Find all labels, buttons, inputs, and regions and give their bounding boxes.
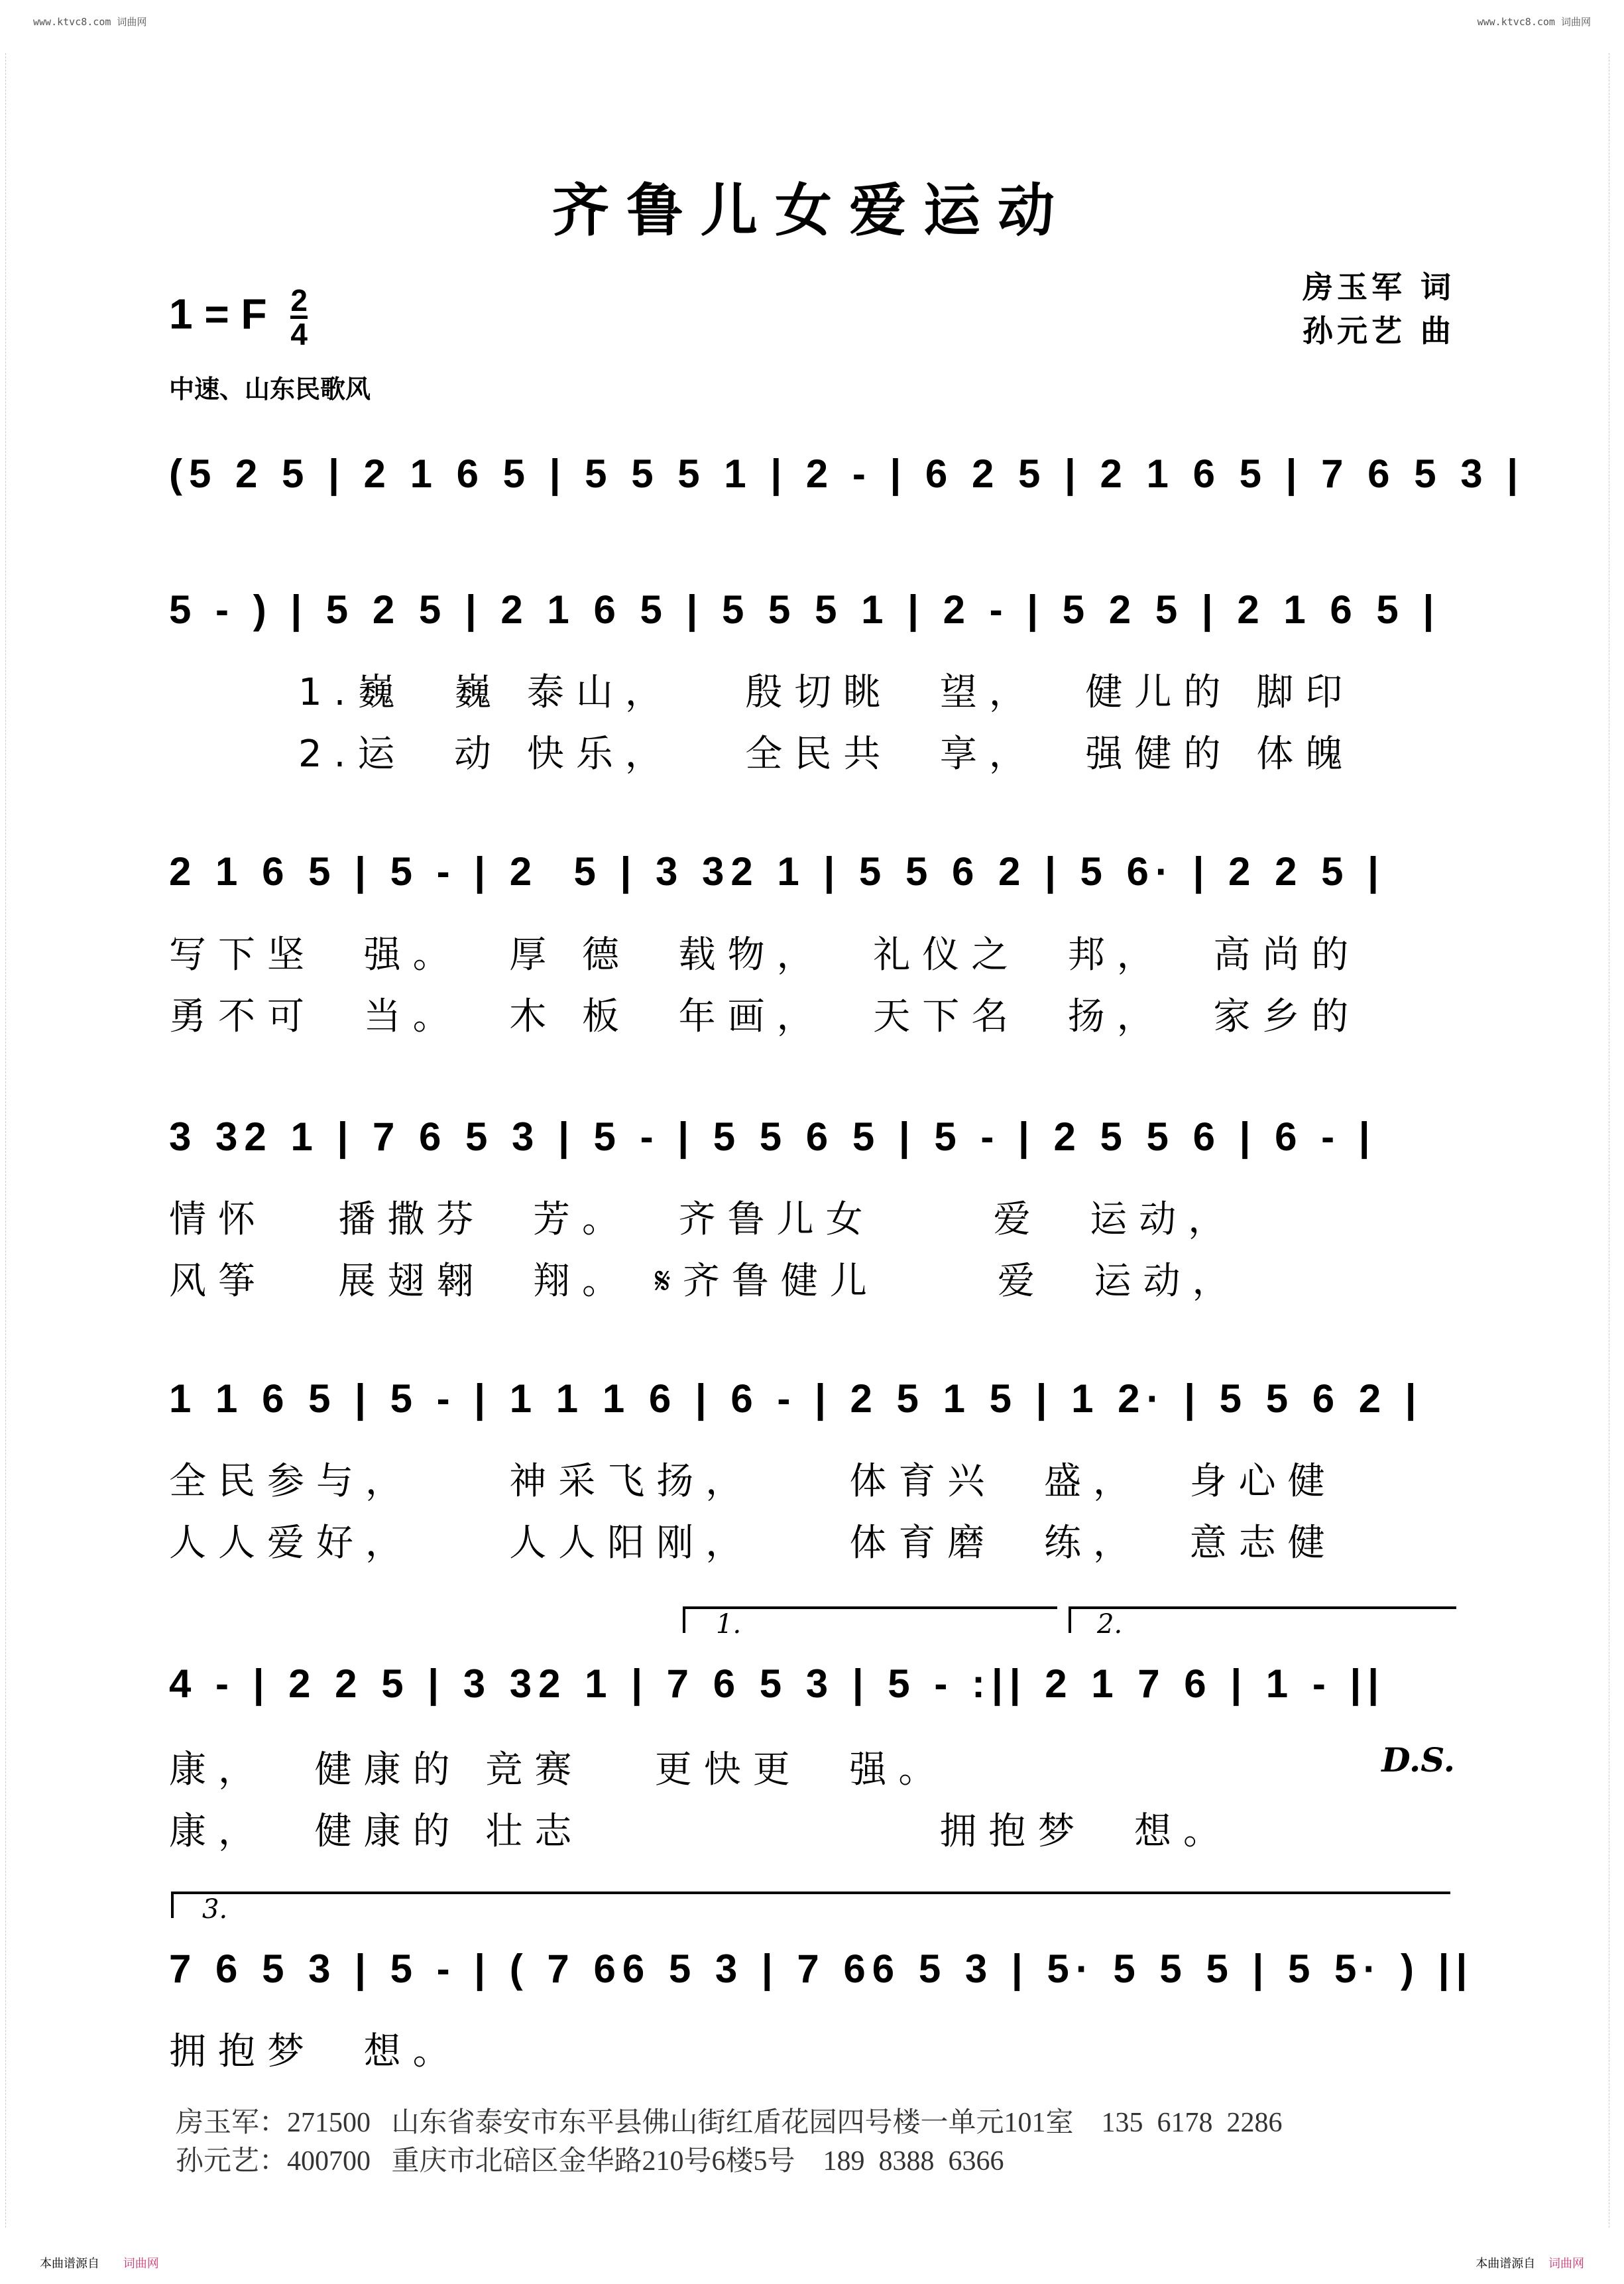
lyrics-line-3-verse-2: 勇不可 当。 木 板 年画， 天下名 扬， 家乡的 (169, 995, 1361, 1038)
lyrics-line-2-verse-2: 2.运 动 快乐， 全民共 享， 强健的 体魄 (298, 733, 1355, 776)
footer-left-text: 本曲谱源自 (40, 2257, 99, 2271)
volta-2-hook (1069, 1606, 1071, 1633)
tempo-marking: 中速、山东民歌风 (169, 375, 371, 404)
footer-left-site-link[interactable]: 词曲网 (123, 2257, 159, 2271)
lyrics-line-2-verse-1: 1.巍 巍 泰山， 殷切眺 望， 健儿的 脚印 (298, 671, 1355, 714)
lyrics-line-6-verse-1: 康， 健康的 竞赛 更快更 强。 (169, 1748, 948, 1791)
key-signature (169, 285, 308, 349)
footer-right-text: 本曲谱源自 (1476, 2257, 1536, 2271)
lyrics-line-5-verse-1: 全民参与， 神采飞扬， 体育兴 盛， 身心健 (169, 1460, 1337, 1503)
lyricist: 房玉军 词 (1302, 269, 1455, 305)
time-signature (290, 285, 308, 349)
score-line-7: 7 6 5 3 | 5 - | ( 7 66 5 3 | 7 66 5 3 | 5· 5 5 5 | 5 5· ) || (169, 1947, 1474, 1991)
volta-3-label: 3. (202, 1894, 228, 1925)
score-line-1: (5 2 5 | 2 1 6 5 | 5 5 5 1 | 2 - | 6 2 5 | 2 1 6 5 | 7 6 5 3 | (169, 451, 1525, 496)
lyrics-line-7-verse-1: 拥抱梦 想。 (169, 2030, 462, 2073)
footer-right (1476, 2254, 1584, 2271)
credits (1303, 265, 1455, 353)
right-margin-rule (1609, 53, 1619, 2228)
volta-1-label: 1. (716, 1609, 742, 1640)
site-watermark-right: www.ktvc8.com 词曲网 (1477, 16, 1591, 28)
score-line-2: 5 - ) | 5 2 5 | 2 1 6 5 | 5 5 5 1 | 2 - | 5 2 5 | 2 1 6 5 | (169, 587, 1441, 632)
volta-1-hook (683, 1606, 685, 1633)
volta-2-label: 2. (1097, 1609, 1123, 1640)
score-line-3: 2 1 6 5 | 5 - | 2 5 | 3 32 1 | 5 5 6 2 | 5 6· | 2 2 5 | (169, 849, 1385, 894)
lyrics-line-5-verse-2: 人人爱好， 人人阳刚， 体育磨 练， 意志健 (169, 1522, 1337, 1565)
dal-segno-mark: D.S. (1381, 1740, 1455, 1779)
score-line-4: 3 32 1 | 7 6 5 3 | 5 - | 5 5 6 5 | 5 - | 2 5 5 6 | 6 - | (169, 1114, 1377, 1159)
score-line-6: 4 - | 2 2 5 | 3 32 1 | 7 6 5 3 | 5 - :|| 2 1 7 6 | 1 - || (169, 1661, 1386, 1706)
lyrics-line-4-verse-1: 情怀 播撒芬 芳。 齐鲁儿女 爱 运动， (169, 1198, 1238, 1241)
footer-right-site-link[interactable]: 词曲网 (1548, 2257, 1584, 2271)
score-line-5: 1 1 6 5 | 5 - | 1 1 1 6 | 6 - | 2 5 1 5 | 1 2· | 5 5 6 2 | (169, 1376, 1423, 1421)
volta-3-bracket (171, 1892, 1450, 1894)
contact-lyricist: 房玉军：271500 山东省泰安市东平县佛山街红盾花园四号楼一单元101室 135 6178 2286 (176, 2108, 1283, 2138)
site-watermark-left: www.ktvc8.com 词曲网 (33, 16, 147, 28)
time-top: 2 (290, 283, 308, 318)
lyrics-line-6-verse-2: 康， 健康的 壮志 拥抱梦 想。 (169, 1810, 1233, 1853)
key-label: 1 = F (169, 290, 267, 338)
contact-composer: 孙元艺：400700 重庆市北碚区金华路210号6楼5号 189 8388 6366 (176, 2146, 1004, 2177)
footer-left (40, 2254, 159, 2271)
volta-3-hook (171, 1892, 174, 1918)
lyrics-line-3-verse-1: 写下坚 强。 厚 德 载物， 礼仪之 邦， 高尚的 (169, 933, 1361, 977)
composer: 孙元艺 曲 (1302, 313, 1455, 349)
left-margin-rule (5, 53, 15, 2228)
volta-2-bracket (1069, 1606, 1456, 1609)
lyrics-line-4-verse-2: 风筝 展翅翱 翔。 𝄋齐鲁健儿 爱 运动， (169, 1260, 1242, 1303)
time-bottom: 4 (290, 317, 308, 351)
song-title: 齐鲁儿女爱运动 (552, 177, 1072, 244)
